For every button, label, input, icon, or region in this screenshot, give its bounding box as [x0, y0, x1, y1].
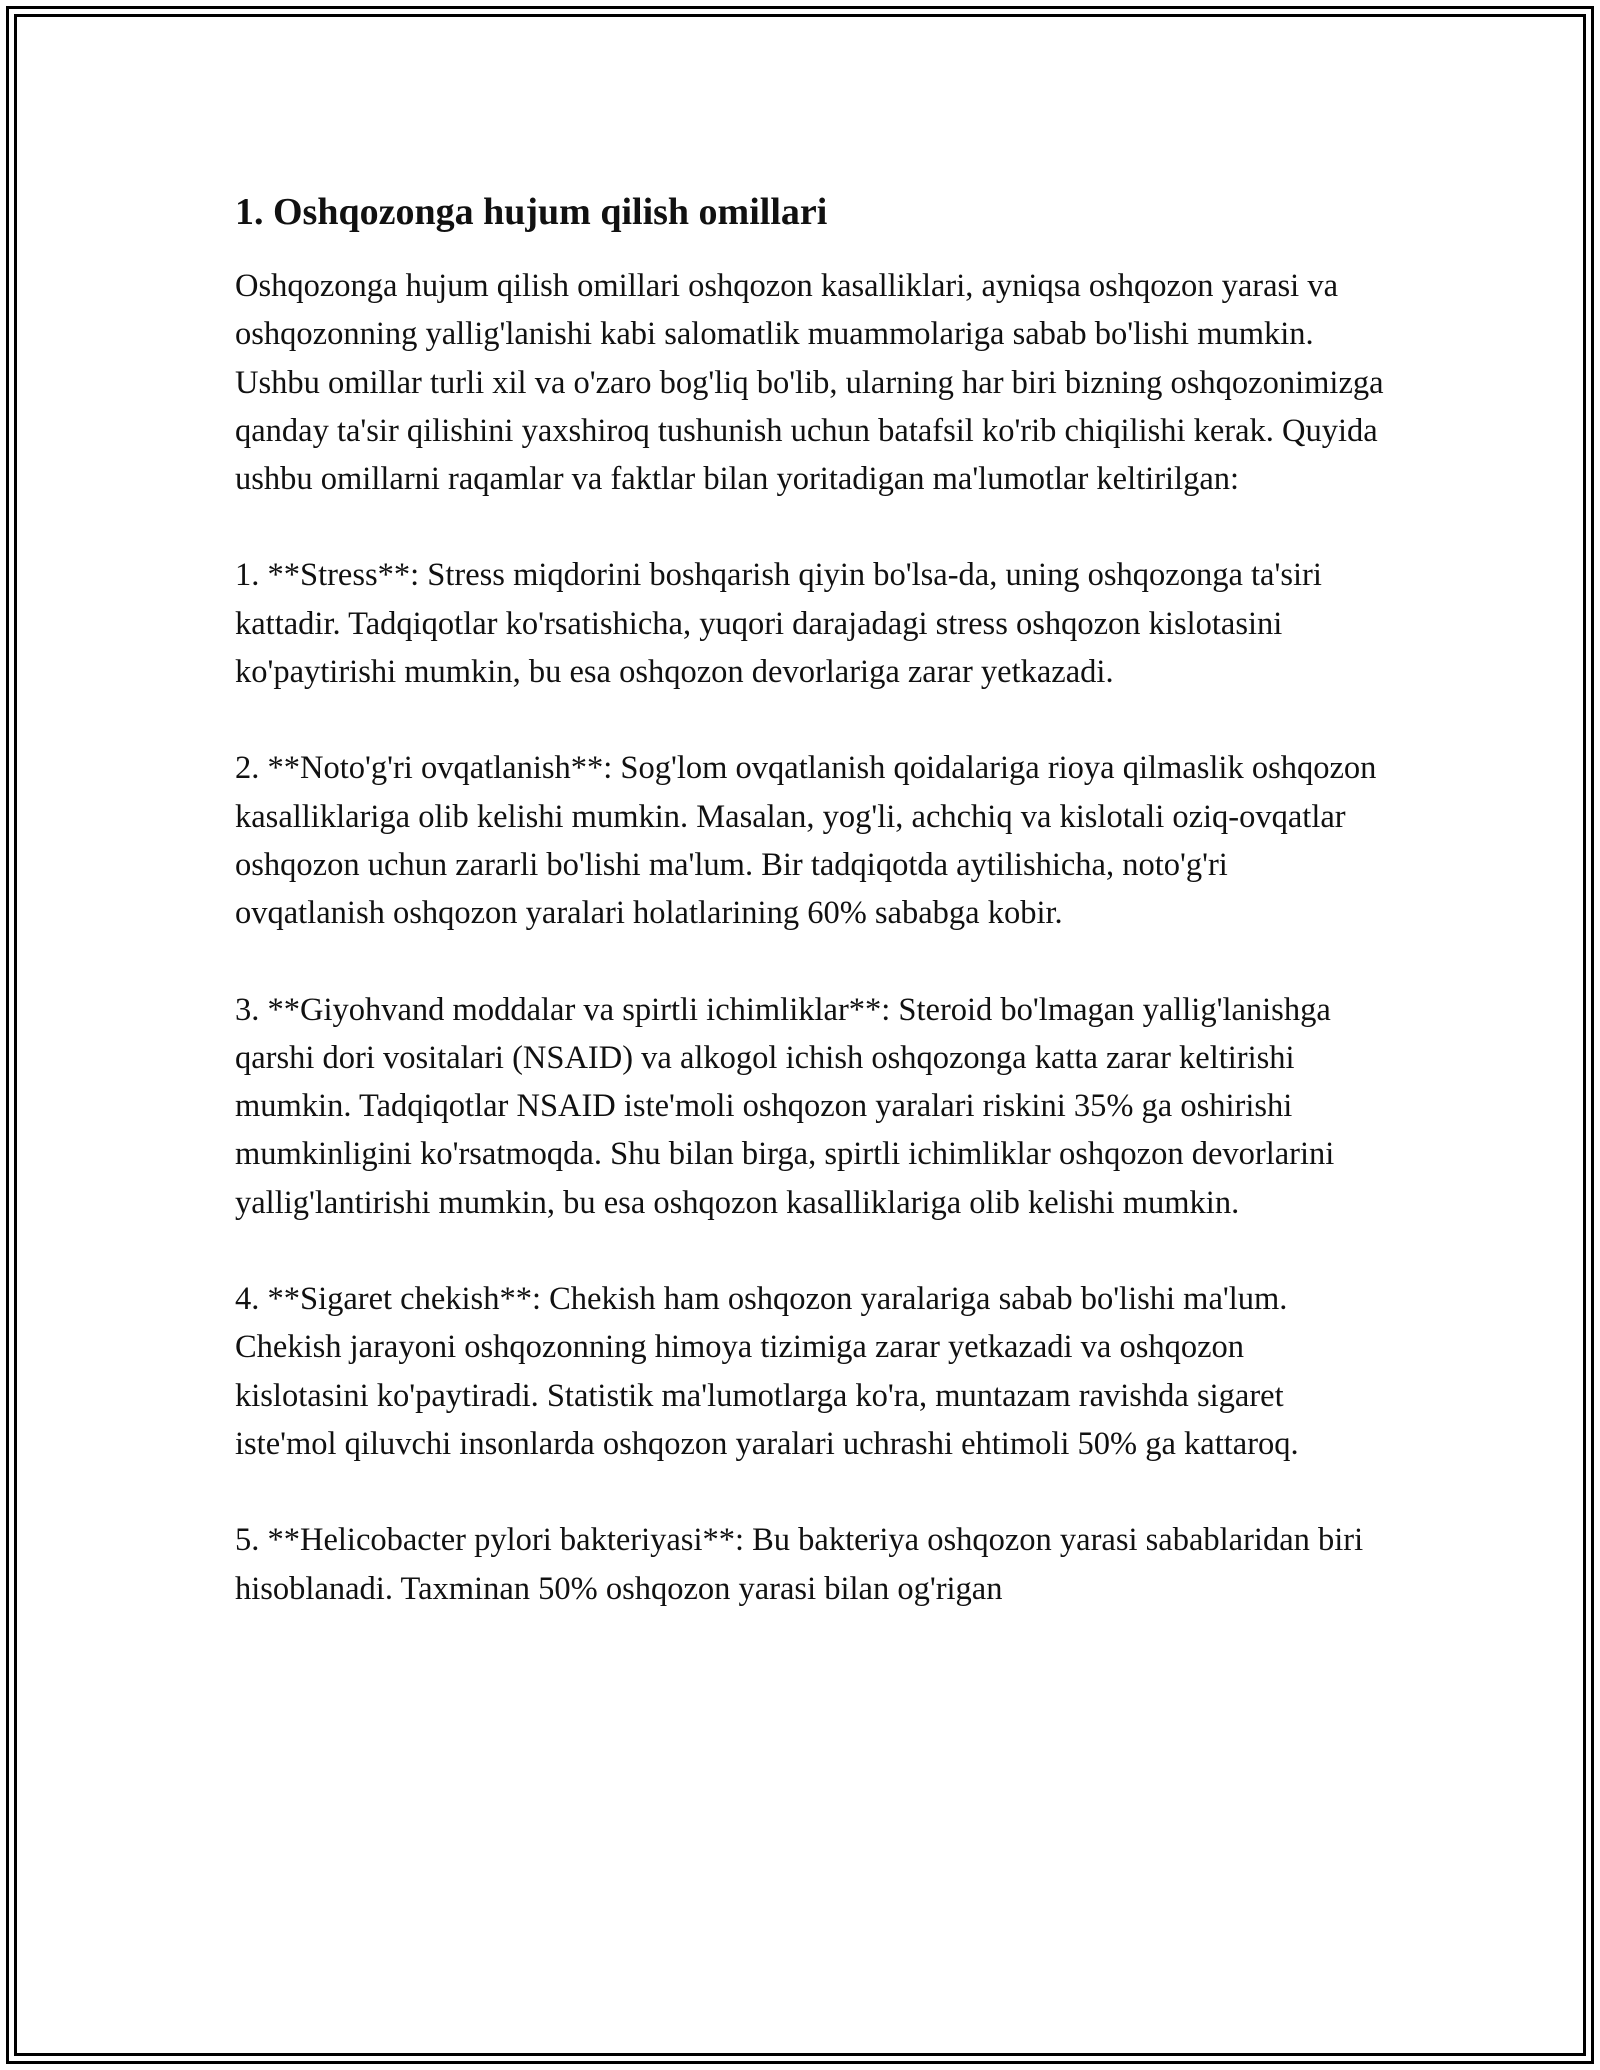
section-heading: 1. Oshqozonga hujum qilish omillari — [235, 191, 828, 233]
list-item-smoking: 4. **Sigaret chekish**: Chekish ham oshqozon yaralariga sabab bo'lishi ma'lum. Chekish jarayoni oshqozonning himoya tizimiga zarar yetkazadi va oshqozon kislotasini ko'paytiradi. Statistik ma'lumotlarga ko'ra, muntazam ravishda sigaret iste'mol qiluvchi insonlarda oshqozon yaralari uchrashi ehtimoli 50% ga kattaroq. — [235, 1281, 1299, 1462]
list-item-stress: 1. **Stress**: Stress miqdorini boshqarish qiyin bo'lsa-da, uning oshqozonga ta'siri kattadir. Tadqiqotlar ko'rsatishicha, yuqori darajadagi stress oshqozon kislotasini ko'paytirishi mumkin, bu esa oshqozon devorlariga zarar yetkazadi. — [235, 557, 1322, 691]
list-item-helicobacter: 5. **Helicobacter pylori bakteriyasi**: Bu bakteriya oshqozon yarasi sabablaridan biri hisoblanadi. Taxminan 50% oshqozon yarasi bilan og'rigan — [235, 1522, 1364, 1607]
intro-paragraph: Oshqozonga hujum qilish omillari oshqozon kasalliklari, ayniqsa oshqozon yarasi va oshqozonning yallig'lanishi kabi salomatlik muammolariga sabab bo'lishi mumkin. Ushbu omillar turli xil va o'zaro bog'liq bo'lib, ularning har biri bizning oshqozonimizga qanday ta'sir qilishini yaxshiroq tushunish uchun batafsil ko'rib chiqilishi kerak. Quyida ushbu omillarni raqamlar va faktlar bilan yoritadigan ma'lumotlar keltirilgan: — [235, 268, 1384, 498]
document-body — [235, 186, 1385, 1661]
list-item-drugs-alcohol: 3. **Giyohvand moddalar va spirtli ichimliklar**: Steroid bo'lmagan yallig'lanishga qarshi dori vositalari (NSAID) va alkogol ichish oshqozonga katta zarar keltirishi mumkin. Tadqiqotlar NSAID iste'moli oshqozon yaralari riskini 35% ga oshirishi mumkinligini ko'rsatmoqda. Shu bilan birga, spirtli ichimliklar oshqozon devorlarini yallig'lantirishi mumkin, bu esa oshqozon kasalliklariga olib kelishi mumkin. — [235, 991, 1335, 1221]
list-item-nutrition: 2. **Noto'g'ri ovqatlanish**: Sog'lom ovqatlanish qoidalariga rioya qilmaslik oshqozon kasalliklariga olib kelishi mumkin. Masalan, yog'li, achchiq va kislotali oziq-ovqatlar oshqozon uchun zararli bo'lishi ma'lum. Bir tadqiqotda aytilishicha, noto'g'ri ovqatlanish oshqozon yaralari holatlarining 60% sababga kobir. — [235, 750, 1377, 932]
